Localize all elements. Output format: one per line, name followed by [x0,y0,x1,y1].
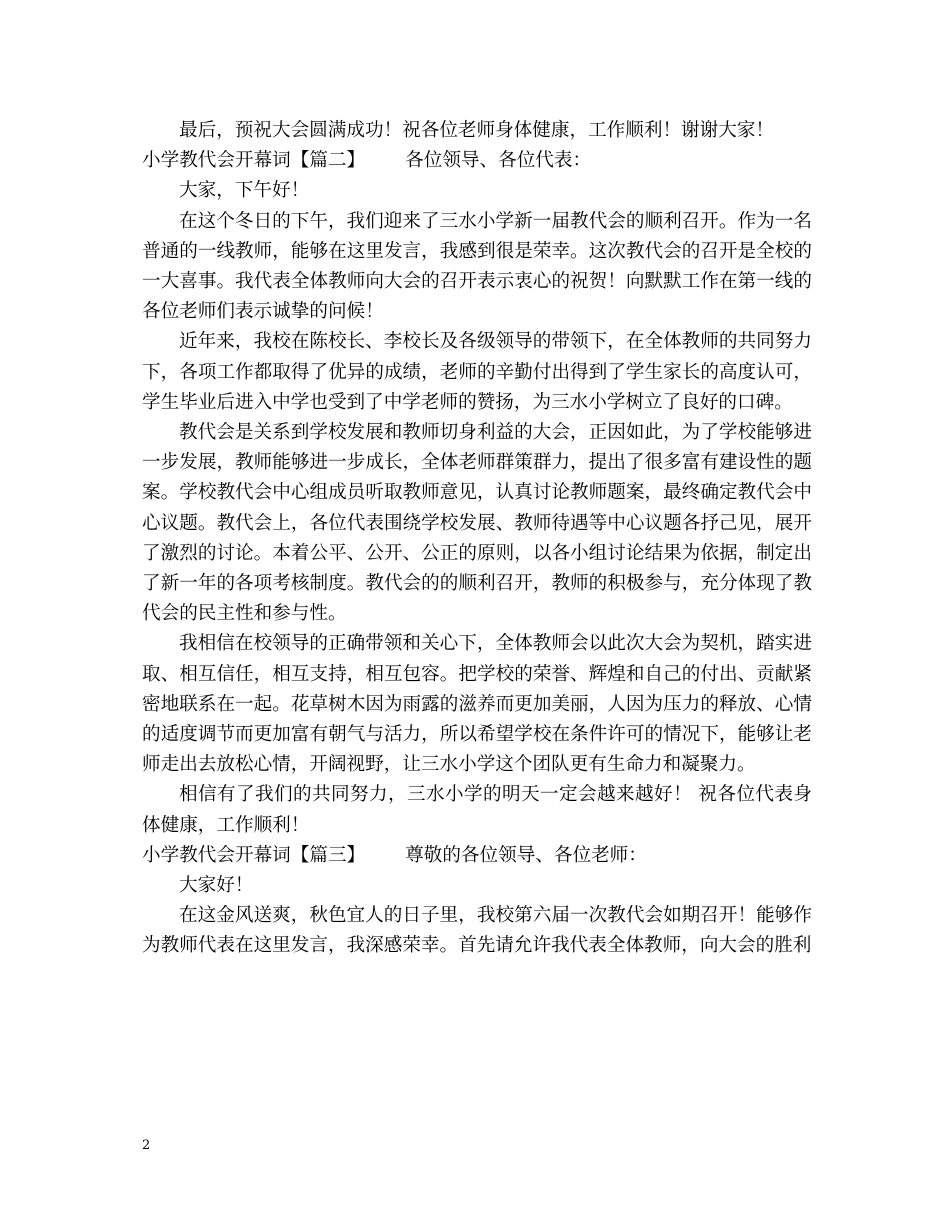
body-paragraph: 教代会是关系到学校发展和教师切身利益的大会，正因如此，为了学校能够进一步发展，教师能够进一步成长，全体老师群策群力，提出了很多富有建设性的题案。学校教代会中心组成员听取教师意见，认真讨论教师题案，最终确定教代会中心议题。教代会上，各位代表围绕学校发展、教师待遇等中心议题各抒己见，展开了激烈的讨论。本着公平、公开、公正的原则，以各小组讨论结果为依据，制定出了新一年的各项考核制度。教代会的的顺利召开，教师的积极参与，充分体现了教代会的民主性和参与性。 [142,422,812,625]
closing-paragraph: 相信有了我们的共同努力，三水小学的明天一定会越来越好！ 祝各位代表身体健康，工作顺利！ [142,784,812,836]
section-title: 小学教代会开幕词【篇二】 [142,150,366,172]
section-heading-two [142,146,812,176]
salutation: 各位领导、各位代表： [405,150,592,172]
body-paragraph: 在这金风送爽，秋色宜人的日子里，我校第六届一次教代会如期召开！能够作为教师代表在这里发言，我深感荣幸。首先请允许我代表全体教师，向大会的胜利 [142,905,812,957]
page-number: 2 [142,1138,151,1153]
greeting-paragraph: 大家好！ [179,875,254,897]
body-paragraph: 在这个冬日的下午，我们迎来了三水小学新一届教代会的顺利召开。作为一名普通的一线教师，能够在这里发言，我感到很是荣幸。这次教代会的召开是全校的一大喜事。我代表全体教师向大会的召开表示衷心的祝贺！向默默工作在第一线的各位老师们表示诚挚的问候！ [142,210,812,323]
greeting-paragraph: 大家，下午好！ [179,180,310,202]
body-paragraph: 近年来，我校在陈校长、李校长及各级领导的带领下，在全体教师的共同努力下，各项工作都取得了优异的成绩，老师的辛勤付出得到了学生家长的高度认可，学生毕业后进入中学也受到了中学老师的赞扬，为三水小学树立了良好的口碑。 [142,331,812,413]
closing-paragraph: 最后，预祝大会圆满成功！祝各位老师身体健康，工作顺利！谢谢大家！ [179,120,775,141]
document-body [142,116,812,962]
section-heading-three [142,841,812,871]
section-title: 小学教代会开幕词【篇三】 [142,844,366,866]
body-paragraph: 我相信在校领导的正确带领和关心下，全体教师会以此次大会为契机，踏实进取、相互信任，相互支持，相互包容。把学校的荣誉、辉煌和自己的付出、贡献紧密地联系在一起。花草树木因为雨露的滋养而更加美丽，人因为压力的释放、心情的适度调节而更加富有朝气与活力，所以希望学校在条件许可的情况下，能够让老师走出去放松心情，开阔视野，让三水小学这个团队更有生命力和凝聚力。 [142,633,812,776]
salutation: 尊敬的各位领导、各位老师： [405,844,647,866]
